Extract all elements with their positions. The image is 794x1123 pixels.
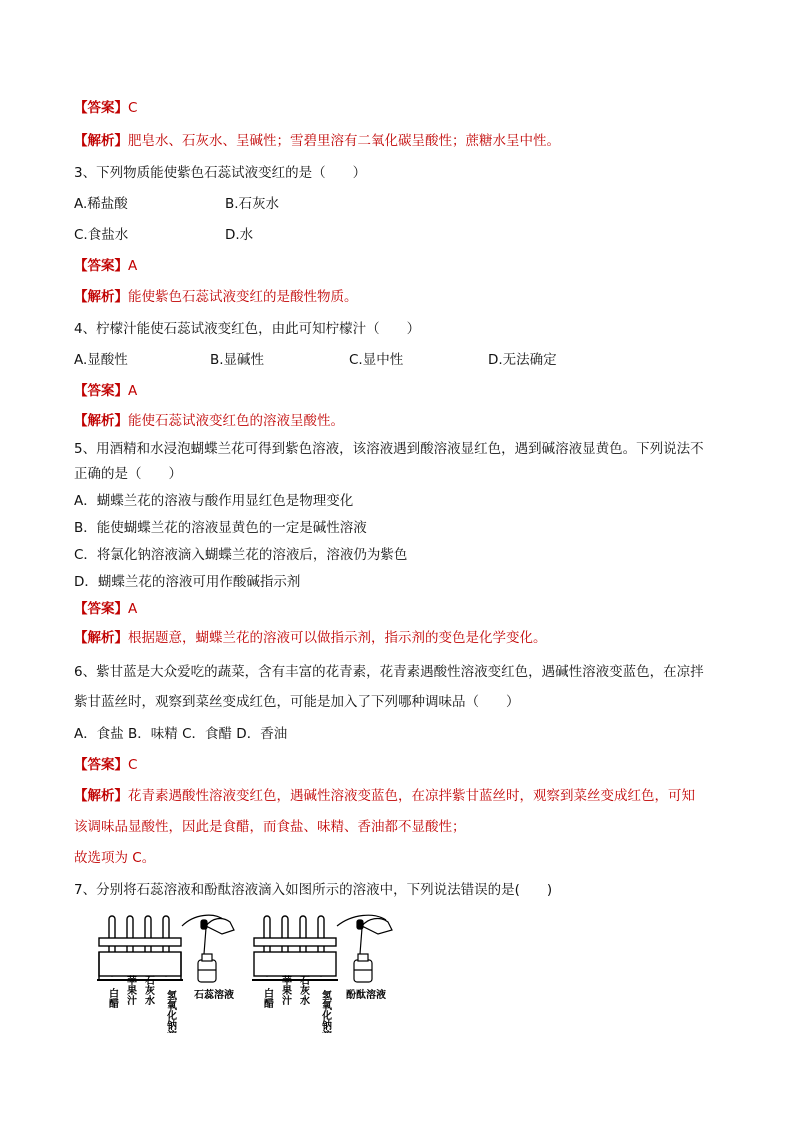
question-3-stem: 3、下列物质能使紫色石蕊试液变红的是（ ） (74, 165, 367, 181)
q6-analysis-line3: 故选项为 C。 (74, 850, 156, 866)
q4-option-c: C.显中性 (349, 352, 404, 368)
question-6-stem-line2: 紫甘蓝丝时，观察到菜丝变成红色，可能是加入了下列哪种调味品（ ） (74, 694, 520, 710)
analysis-tag: 【解析】 (74, 630, 128, 646)
q5-option-d: D．蝴蝶兰花的溶液可用作酸碱指示剂 (74, 574, 301, 590)
q6-analysis-line2: 该调味品显酸性，因此是食醋，而食盐、味精、香油都不显酸性； (74, 819, 466, 835)
q4-answer-line (74, 381, 137, 401)
q4-option-d: D.无法确定 (488, 352, 557, 368)
q3-option-a: A.稀盐酸 (74, 196, 128, 212)
left-label-2: 苹果汁 (124, 975, 136, 1005)
q4-option-b: B.显碱性 (210, 352, 265, 368)
q3-analysis-line (74, 287, 358, 307)
analysis-tag: 【解析】 (74, 133, 128, 149)
left-label-3: 石灰水 (142, 975, 154, 1005)
analysis-tag: 【解析】 (74, 413, 128, 429)
right-dropper-hand (337, 915, 392, 982)
q4-option-a: A.显酸性 (74, 352, 128, 368)
analysis-text: 能使紫色石蕊试液变红的是酸性物质。 (128, 289, 358, 305)
question-5-stem-line2: 正确的是（ ） (74, 466, 182, 482)
q5-option-c: C．将氯化钠溶液滴入蝴蝶兰花的溶液后，溶液仍为紫色 (74, 547, 408, 563)
right-label-2: 苹果汁 (279, 975, 291, 1005)
left-label-1: 白醋 (106, 988, 118, 1008)
q3-answer-line (74, 256, 137, 276)
test-tube-racks-illustration (94, 908, 424, 1033)
q4-analysis-line (74, 411, 344, 431)
q6-options: A．食盐 B．味精 C．食醋 D．香油 (74, 726, 288, 742)
right-reagent-label: 酚酞溶液 (346, 990, 386, 1001)
q3-option-c: C.食盐水 (74, 227, 129, 243)
q6-analysis-line1 (74, 786, 695, 806)
q5-option-b: B．能使蝴蝶兰花的溶液显黄色的一定是碱性溶液 (74, 520, 367, 536)
left-label-4: 氢氧化钠溶液 (164, 990, 176, 1033)
right-label-3: 石灰水 (297, 975, 309, 1005)
question-4-stem: 4、柠檬汁能使石蕊试液变红色，由此可知柠檬汁（ ） (74, 321, 421, 337)
q3-option-d: D.水 (225, 227, 254, 243)
q6-answer-line (74, 755, 137, 775)
answer-value: C (128, 757, 138, 773)
right-rack (252, 916, 338, 980)
question-7-stem: 7、分别将石蕊溶液和酚酞溶液滴入如图所示的溶液中，下列说法错误的是( ) (74, 882, 553, 898)
left-rack (97, 916, 183, 980)
answer-line (74, 98, 137, 118)
answer-tag: 【答案】 (74, 383, 128, 399)
answer-value: A (128, 258, 138, 274)
experiment-figure (94, 908, 424, 1033)
q5-option-a: A．蝴蝶兰花的溶液与酸作用显红色是物理变化 (74, 493, 354, 509)
left-reagent-label: 石蕊溶液 (194, 990, 234, 1001)
q5-answer-line (74, 599, 137, 619)
question-5-stem-line1: 5、用酒精和水浸泡蝴蝶兰花可得到紫色溶液，该溶液遇到酸溶液显红色，遇到碱溶液显黄色。下列说法不 (74, 441, 704, 457)
analysis-tag: 【解析】 (74, 788, 128, 804)
answer-tag: 【答案】 (74, 757, 128, 773)
answer-tag: 【答案】 (74, 601, 128, 617)
right-label-1: 白醋 (261, 988, 273, 1008)
q3-option-b: B.石灰水 (225, 196, 280, 212)
analysis-text: 肥皂水、石灰水、呈碱性；雪碧里溶有二氧化碳呈酸性；蔗糖水呈中性。 (128, 133, 560, 149)
answer-tag: 【答案】 (74, 100, 128, 116)
question-6-stem-line1: 6、紫甘蓝是大众爱吃的蔬菜，含有丰富的花青素，花青素遇酸性溶液变红色，遇碱性溶液变蓝色，在凉拌 (74, 664, 704, 680)
analysis-tag: 【解析】 (74, 289, 128, 305)
answer-tag: 【答案】 (74, 258, 128, 274)
analysis-text: 根据题意，蝴蝶兰花的溶液可以做指示剂，指示剂的变色是化学变化。 (128, 630, 547, 646)
right-label-4: 氢氧化钠溶液 (319, 990, 331, 1033)
left-dropper-hand (182, 915, 234, 982)
answer-value: C (128, 100, 138, 116)
answer-value: A (128, 383, 138, 399)
analysis-text: 花青素遇酸性溶液变红色，遇碱性溶液变蓝色，在凉拌紫甘蓝丝时，观察到菜丝变成红色，可知 (128, 788, 695, 804)
answer-value: A (128, 601, 138, 617)
q5-analysis-line (74, 628, 547, 648)
analysis-text: 能使石蕊试液变红色的溶液呈酸性。 (128, 413, 344, 429)
analysis-line (74, 131, 560, 151)
